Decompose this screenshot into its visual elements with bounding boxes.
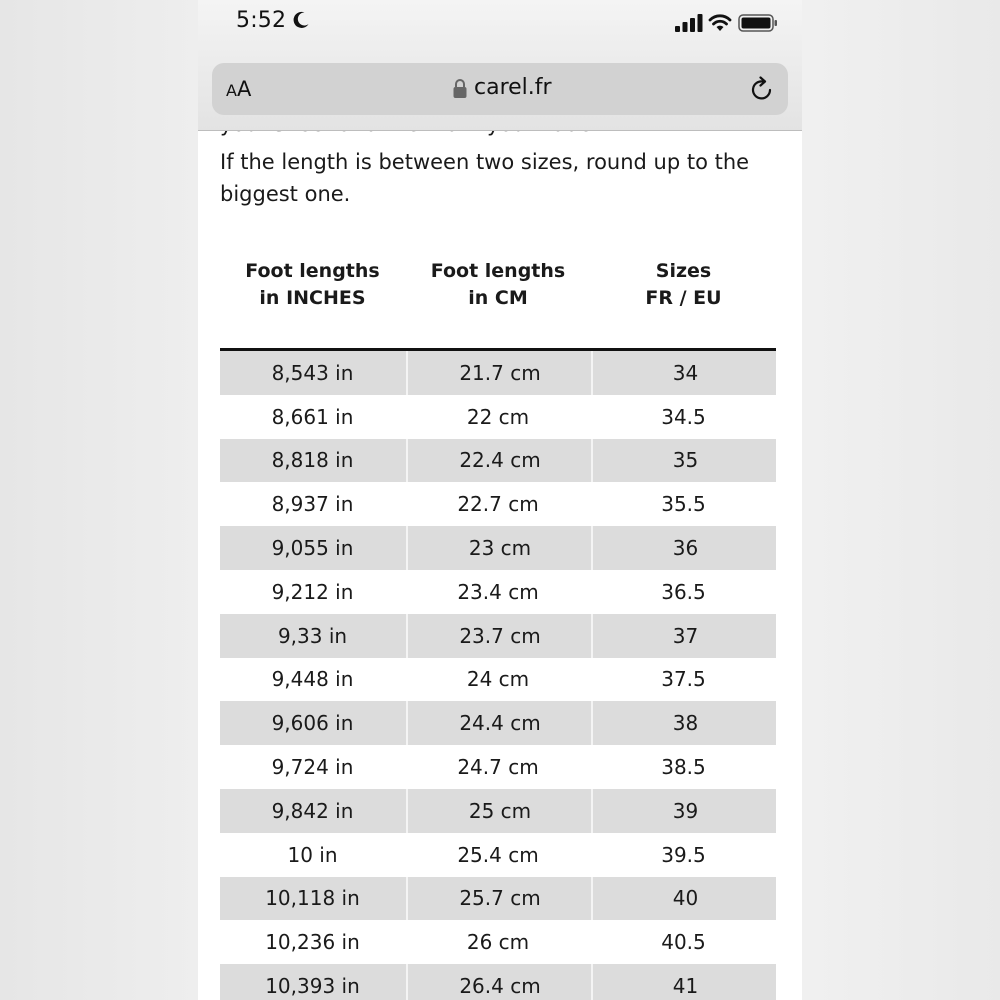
cell-size: 35 bbox=[591, 439, 778, 483]
header-sizes bbox=[591, 258, 776, 312]
table-row bbox=[220, 745, 776, 789]
text-size-big-a: A bbox=[236, 77, 252, 101]
cell-inches: 9,33 in bbox=[277, 623, 348, 648]
table-row bbox=[220, 614, 776, 658]
cell-size: 34 bbox=[591, 351, 778, 395]
cell-inches: 10 in bbox=[287, 842, 338, 867]
cell-inches: 10,118 in bbox=[265, 886, 360, 911]
table-row bbox=[220, 439, 776, 483]
header-inches-line2: in INCHES bbox=[259, 287, 366, 309]
table-row bbox=[220, 482, 776, 526]
cell-inches: 8,543 in bbox=[271, 360, 354, 385]
cell-size: 34.5 bbox=[661, 404, 706, 429]
cell-cm: 22.7 cm bbox=[457, 492, 539, 517]
cell-inches: 9,842 in bbox=[271, 798, 354, 823]
lock-icon bbox=[452, 78, 468, 100]
cell-inches: 8,661 in bbox=[271, 404, 354, 429]
cell-inches: 9,724 in bbox=[271, 755, 354, 780]
cell-size: 40 bbox=[591, 877, 778, 921]
table-row bbox=[220, 964, 776, 1000]
header-inches-line1: Foot lengths bbox=[245, 260, 380, 282]
size-instruction-text: If the length is between two sizes, round up to the biggest one. bbox=[220, 150, 750, 206]
cell-cm: 21.7 cm bbox=[406, 351, 593, 395]
table-row bbox=[220, 789, 776, 833]
cell-size: 38.5 bbox=[661, 755, 706, 780]
header-sizes-line1: Sizes bbox=[655, 260, 712, 282]
status-bar bbox=[198, 0, 802, 46]
address-bar[interactable] bbox=[212, 63, 788, 115]
cell-cm: 23.4 cm bbox=[457, 579, 539, 604]
cell-cm: 23.7 cm bbox=[406, 614, 593, 658]
cell-inches: 9,606 in bbox=[271, 711, 354, 736]
cell-inches: 9,448 in bbox=[271, 667, 354, 692]
cell-size: 37 bbox=[591, 614, 778, 658]
text-size-small-a: A bbox=[226, 81, 237, 100]
reload-icon[interactable] bbox=[748, 75, 776, 103]
size-table-body bbox=[220, 351, 776, 1000]
cell-cm: 26.4 cm bbox=[406, 964, 593, 1000]
table-row bbox=[220, 351, 776, 395]
cell-cm: 24.7 cm bbox=[457, 755, 539, 780]
cell-inches: 9,212 in bbox=[271, 579, 354, 604]
table-row bbox=[220, 920, 776, 964]
cell-cm: 25.7 cm bbox=[406, 877, 593, 921]
cell-cm: 25.4 cm bbox=[457, 842, 539, 867]
cell-size: 40.5 bbox=[661, 930, 706, 955]
cell-inches: 10,236 in bbox=[265, 930, 360, 955]
cell-cm: 22.4 cm bbox=[406, 439, 593, 483]
text-size-button[interactable] bbox=[226, 77, 251, 101]
cellular-signal-icon bbox=[675, 14, 703, 32]
browser-chrome bbox=[198, 0, 802, 131]
clock: 5:52 bbox=[236, 8, 287, 33]
cell-inches: 8,937 in bbox=[271, 492, 354, 517]
wifi-icon bbox=[708, 13, 732, 33]
moon-icon bbox=[291, 10, 311, 30]
table-row bbox=[220, 658, 776, 702]
table-row bbox=[220, 526, 776, 570]
cell-inches: 9,055 in bbox=[271, 536, 354, 561]
table-row bbox=[220, 701, 776, 745]
cell-cm: 23 cm bbox=[406, 526, 593, 570]
header-inches bbox=[220, 258, 405, 312]
cell-size: 39 bbox=[591, 789, 778, 833]
header-sizes-line2: FR / EU bbox=[645, 287, 722, 309]
cell-size: 35.5 bbox=[661, 492, 706, 517]
cell-size: 41 bbox=[591, 964, 778, 1000]
table-row bbox=[220, 877, 776, 921]
cell-cm: 26 cm bbox=[466, 930, 530, 955]
cell-size: 39.5 bbox=[661, 842, 706, 867]
header-cm-line2: in CM bbox=[468, 287, 528, 309]
page-content bbox=[198, 0, 802, 1000]
header-cm bbox=[406, 258, 591, 312]
size-table-header bbox=[220, 258, 776, 348]
url-domain[interactable]: carel.fr bbox=[474, 75, 552, 100]
cell-size: 38 bbox=[591, 701, 778, 745]
cell-cm: 24 cm bbox=[466, 667, 530, 692]
cell-size: 36.5 bbox=[661, 579, 706, 604]
table-row bbox=[220, 395, 776, 439]
phone-screen bbox=[198, 0, 802, 1000]
cell-inches: 8,818 in bbox=[271, 448, 354, 473]
table-row bbox=[220, 833, 776, 877]
cell-size: 37.5 bbox=[661, 667, 706, 692]
header-cm-line1: Foot lengths bbox=[430, 260, 566, 282]
cell-inches: 10,393 in bbox=[265, 974, 360, 999]
cell-cm: 22 cm bbox=[466, 404, 530, 429]
battery-icon bbox=[738, 13, 778, 33]
table-row bbox=[220, 570, 776, 614]
cell-size: 36 bbox=[591, 526, 778, 570]
cell-cm: 24.4 cm bbox=[406, 701, 593, 745]
cell-cm: 25 cm bbox=[406, 789, 593, 833]
